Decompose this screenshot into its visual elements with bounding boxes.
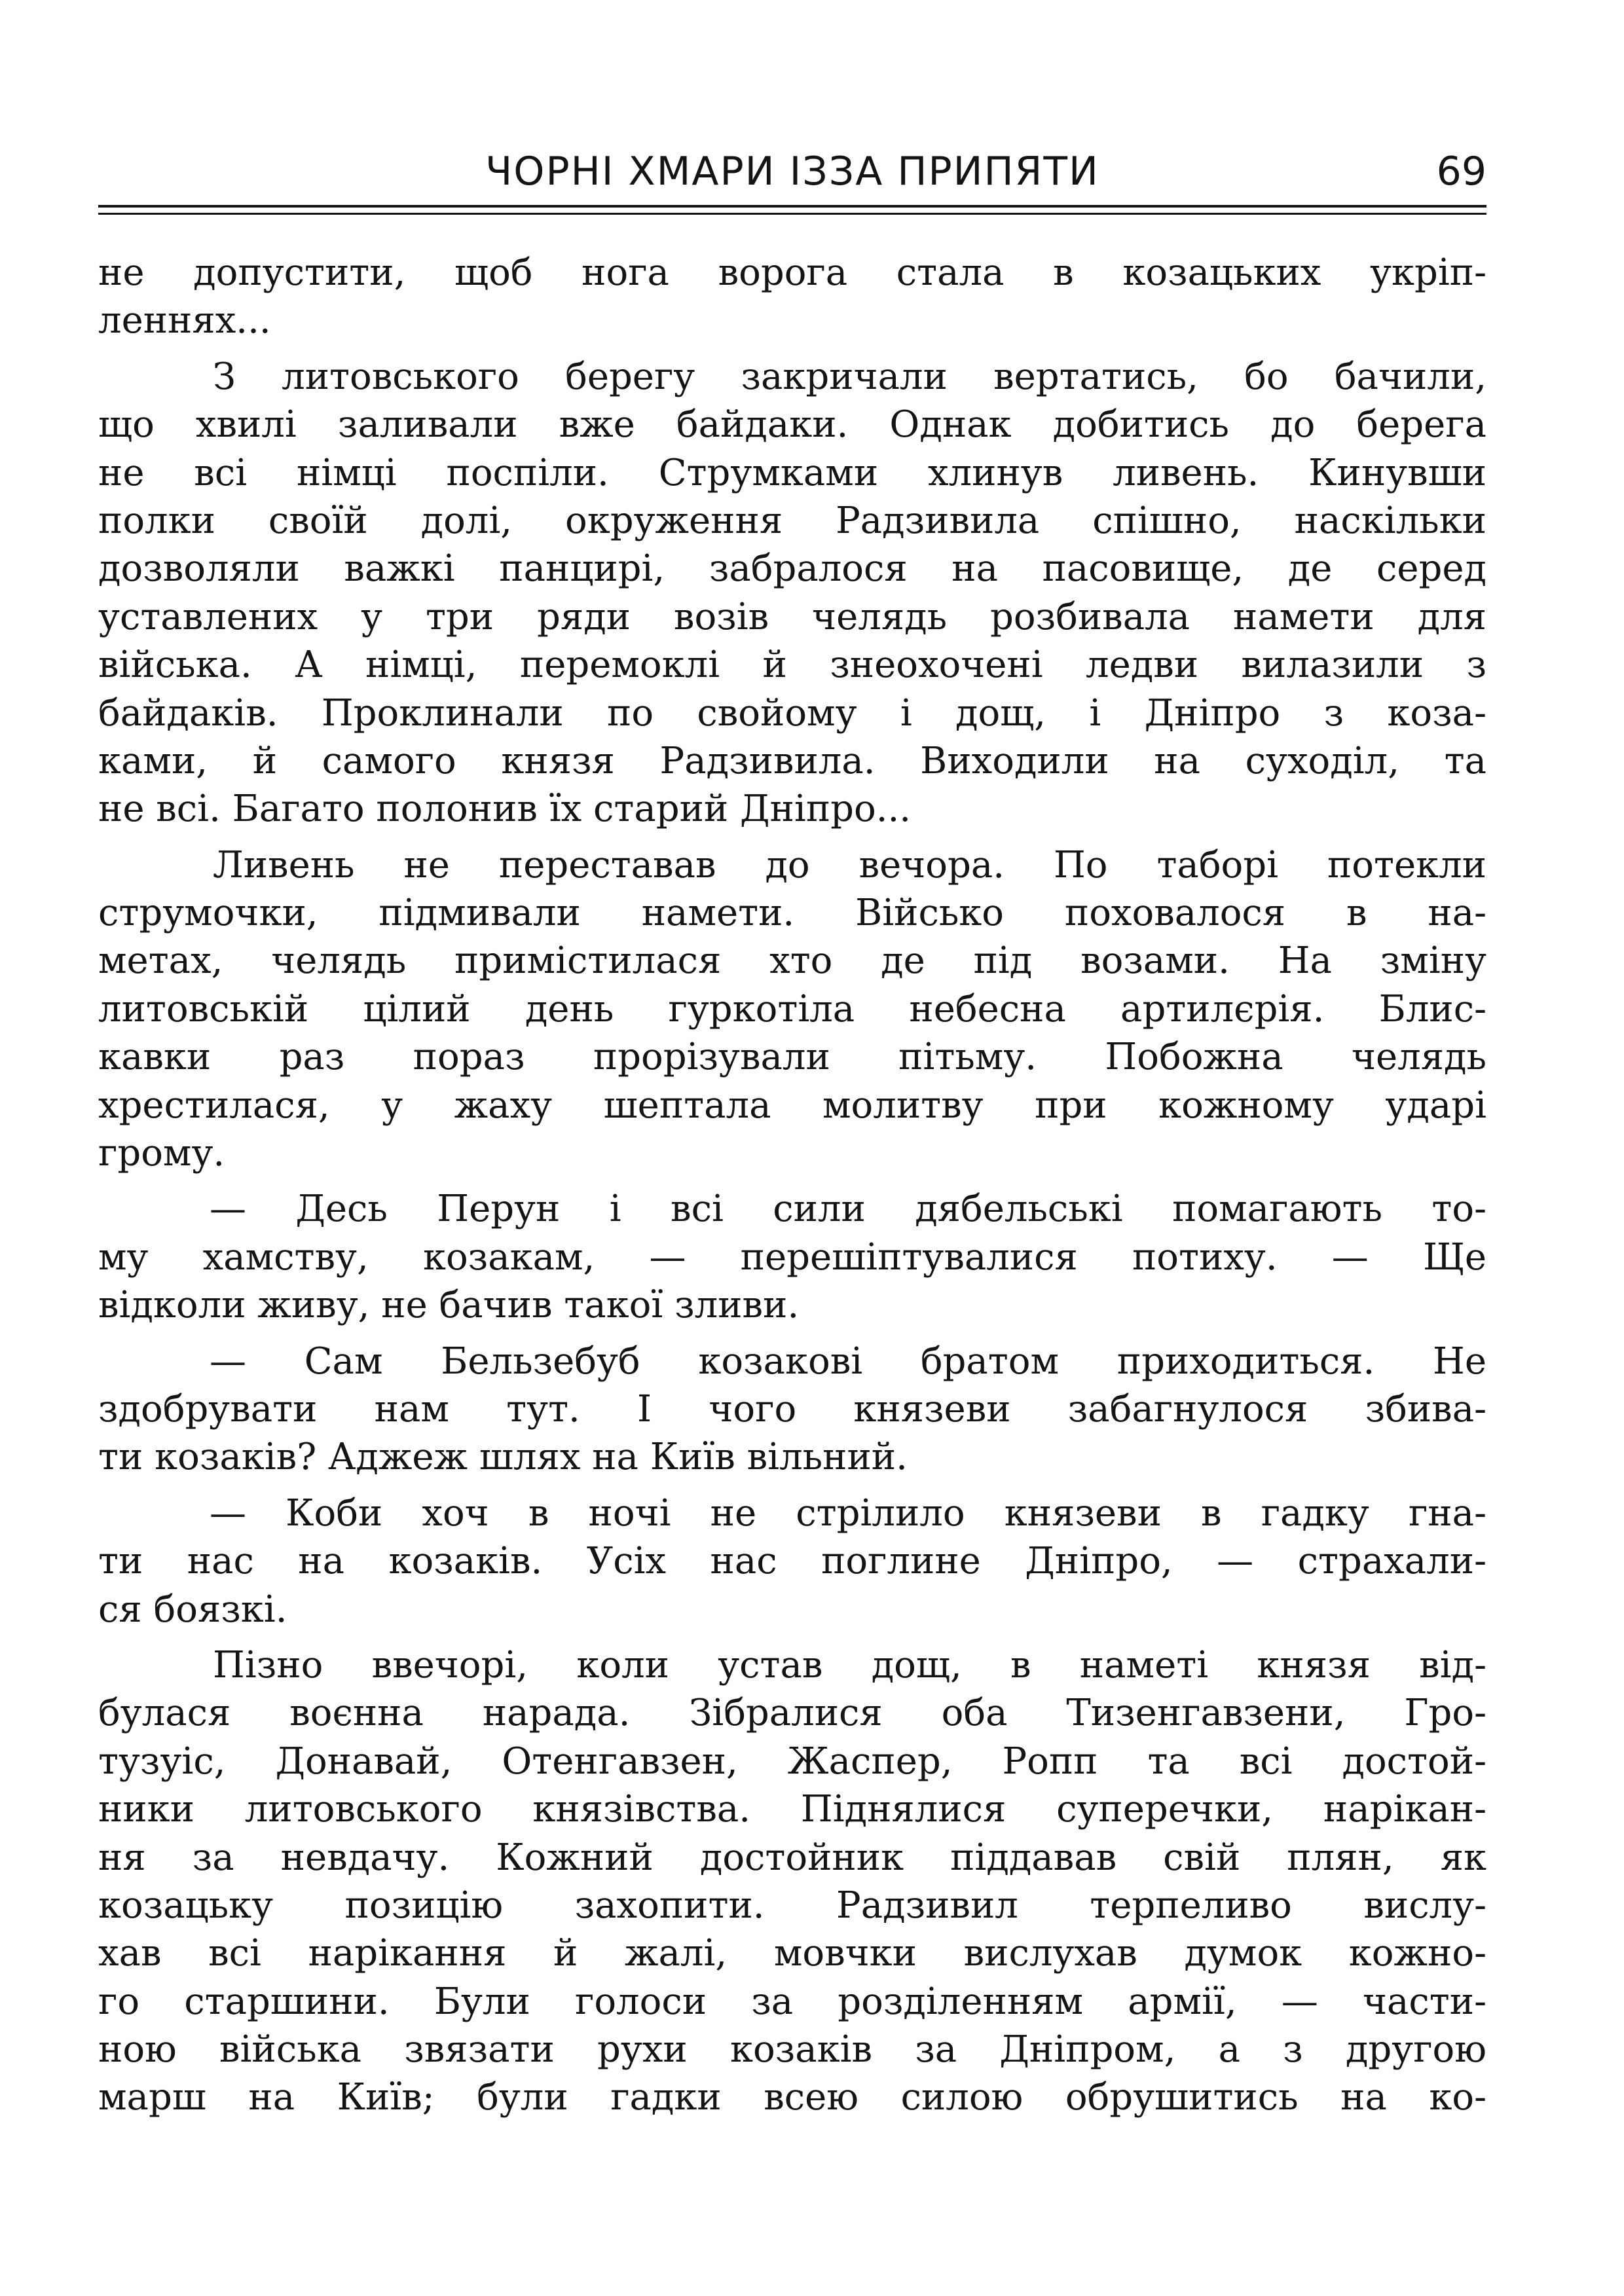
text-line: дозволяли важкі панцирі, забралося на пасовище, де серед [98,547,1486,591]
text-line: — Коби хоч в ночі не стрілило князеви в гадку гна- [210,1491,1486,1535]
running-title: ЧОРНІ ХМАРИ ІЗЗА ПРИПЯТИ [485,149,1099,194]
paragraph [98,1489,1486,1633]
text-line: метах, челядь примістилася хто де під возами. На зміну [98,939,1486,983]
book-page [98,134,1486,2119]
page-header [98,134,1486,203]
text-line: байдаків. Проклинали по свойому і дощ, і Дніпро з коза- [98,691,1486,735]
text-line: полки своїй долі, окруження Радзивила спішно, наскільки [98,499,1486,542]
text-line: ня за невдачу. Кожний достойник піддавав свій плян, як [98,1836,1486,1879]
text-line: струмочки, підмивали намети. Військо поховалося в на- [98,892,1486,935]
text-line: ками, й самого князя Радзивила. Виходили на суходіл, та [98,739,1486,782]
paragraph [98,841,1486,1178]
text-line: булася воєнна нарада. Зібралися оба Тизенгавзени, Гро- [98,1692,1486,1735]
text-line: кавки раз пораз прорізували пітьму. Побожна челядь [98,1036,1486,1079]
text-line: що хвилі заливали вже байдаки. Однак добитись до берега [98,403,1486,446]
text-line: ною війська звязати рухи козаків за Дніпром, а з другою [98,2028,1486,2071]
paragraph [98,1338,1486,1482]
paragraph-gap [98,1482,1486,1489]
body-text [98,249,1486,2122]
header-rule-bottom [98,213,1486,215]
text-line: Ливень не переставав до вечора. По таборі потекли [213,843,1486,886]
paragraph-gap [98,345,1486,353]
text-line: ти нас на козаків. Усіх нас поглине Дніпро, — страхали- [98,1540,1486,1583]
text-line: — Сам Бельзебуб козакові братом приходиться. Не [210,1339,1486,1383]
text-line: го старшини. Були голоси за розділенням армії, — части- [98,1980,1486,2023]
text-line: козацьку позицію захопити. Радзивил терпеливо вислу- [98,1884,1486,1927]
text-line: Пізно ввечорі, коли устав дощ, в наметі князя від- [213,1643,1486,1686]
text-line: ники литовського князівства. Піднялися суперечки, нарікан- [98,1788,1486,1831]
text-line: — Десь Перун і всі сили дябельські помагають то- [210,1188,1486,1231]
text-line: не всі німці поспіли. Струмками хлинув ливень. Кинувши [98,451,1486,494]
text-line: війська. А німці, перемоклі й знеохочені ледви вилазили з [98,644,1486,687]
text-line: хав всі нарікання й жалі, мовчки вислухав думок кожно- [98,1932,1486,1975]
text-line: ти козаків? Аджеж шлях на Київ вільний. [98,1436,908,1479]
text-line: З литовського берегу закричали вертатись, бо бачили, [213,355,1486,398]
text-line: ся боязкі. [98,1588,287,1631]
text-line: хрестилася, у жаху шептала молитву при кожному ударі [98,1084,1486,1127]
text-line: грому. [98,1132,225,1175]
text-line: відколи живу, не бачив такої зливи. [98,1284,800,1327]
paragraph-gap [98,833,1486,841]
text-line: му хамству, козакам, — перешіптувалися потиху. — Ще [98,1235,1486,1279]
text-line: не всі. Багато полонив їх старий Дніпро... [98,788,912,831]
paragraph [98,1641,1486,2122]
header-rule-top [98,205,1486,208]
paragraph [98,249,1486,345]
text-line: тузуіс, Донавай, Отенгавзен, Жаспер, Ропп та всі достой- [98,1740,1486,1783]
text-line: литовській цілий день гуркотіла небесна артилєрія. Блис- [98,987,1486,1030]
paragraph-gap [98,1633,1486,1641]
page-number: 69 [1436,149,1486,194]
text-line: уставлених у три ряди возів челядь розбивала намети для [98,595,1486,638]
paragraph-gap [98,1330,1486,1338]
paragraph-gap [98,1177,1486,1185]
text-line: здобрувати нам тут. І чого князеви забагнулося збива- [98,1387,1486,1430]
paragraph [98,1185,1486,1329]
text-line: леннях... [98,299,271,342]
text-line: марш на Київ; були гадки всею силою обрушитись на ко- [98,2076,1486,2119]
text-line: не допустити, щоб нога ворога стала в козацьких укріп- [98,251,1486,294]
paragraph [98,353,1486,833]
